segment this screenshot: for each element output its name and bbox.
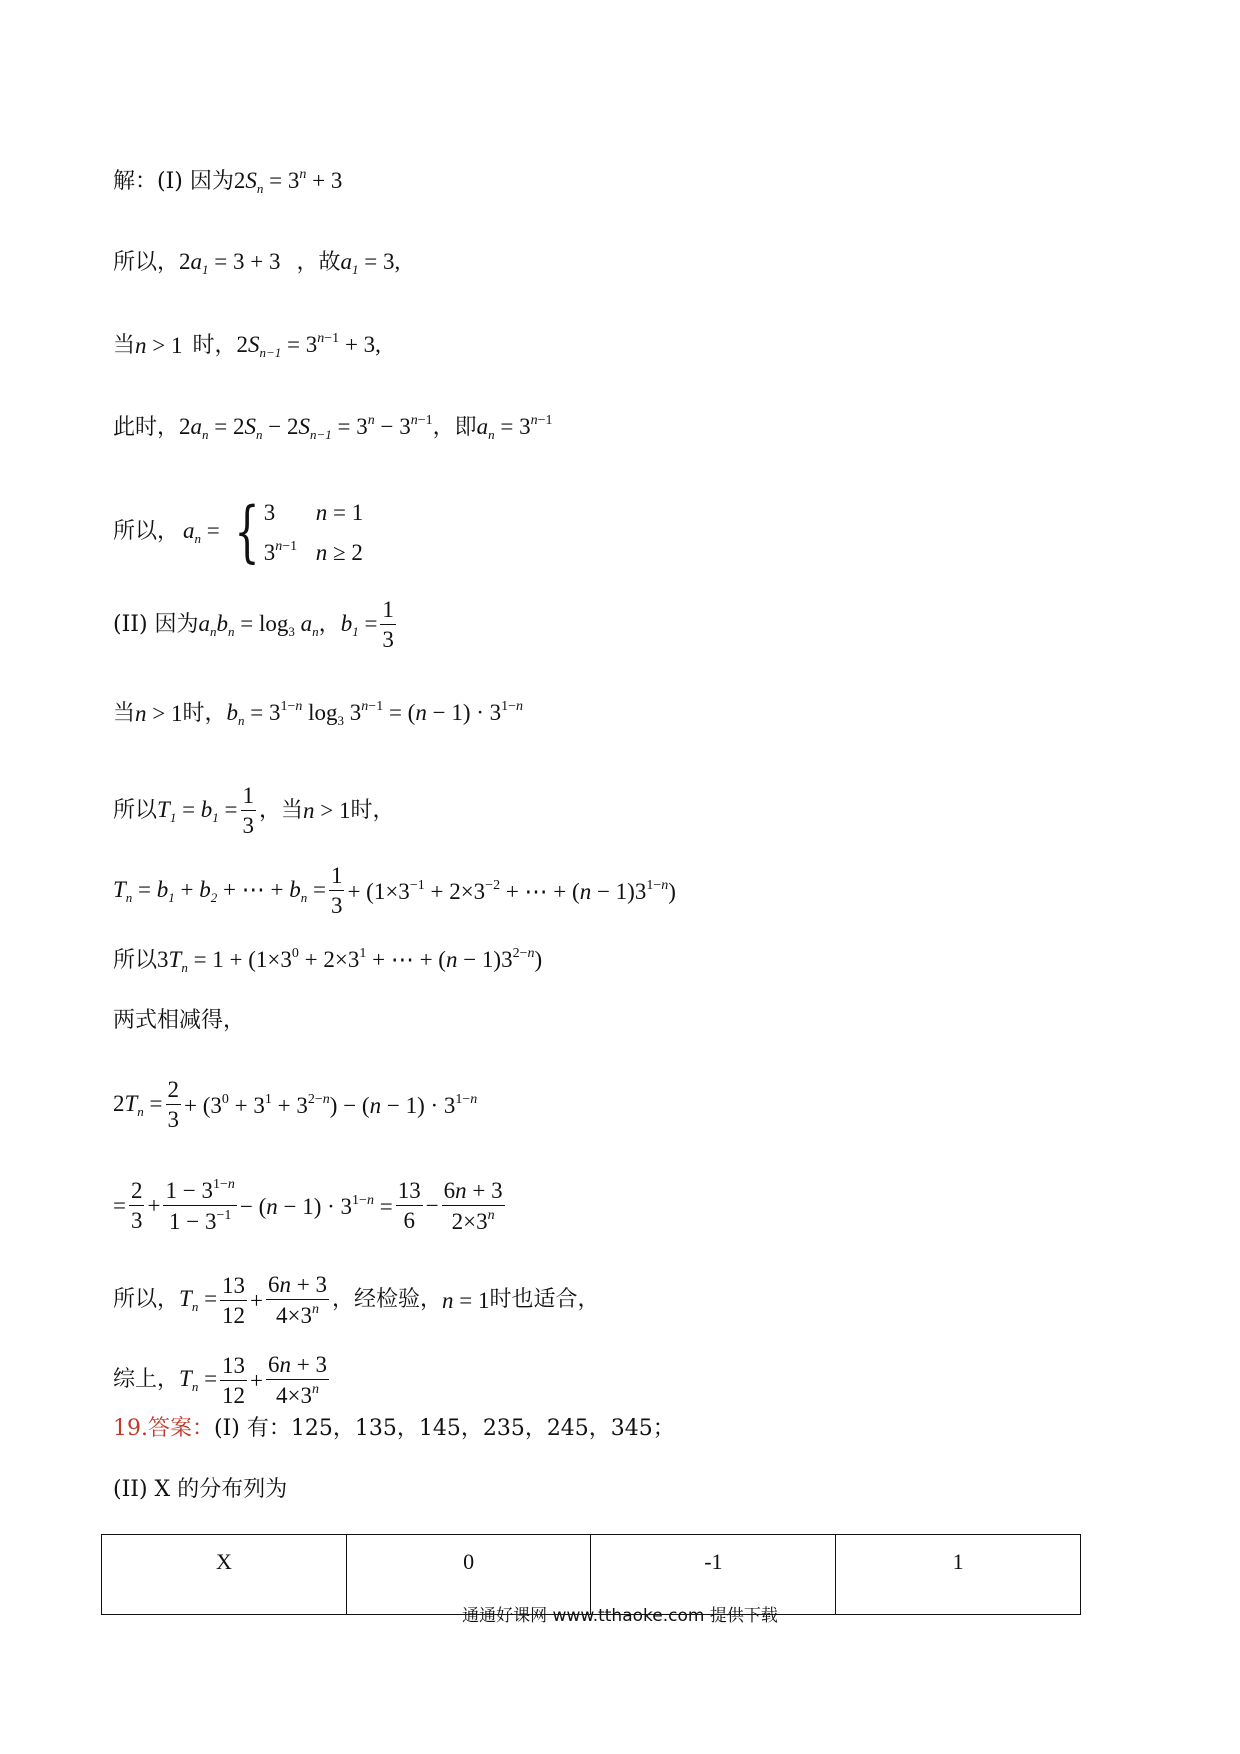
line-3-text: 当: [113, 332, 136, 358]
fraction-2-3b: $\frac{2}{3}$: [130, 1178, 143, 1234]
line-5: [113, 492, 363, 572]
fraction-13-6: $\frac{13}{6}$: [397, 1178, 421, 1234]
formula-tn-summary: $T_n$ =: [179, 1366, 218, 1395]
dist-title: [113, 1479, 287, 1501]
line-11-text: 两式相减得，: [113, 1008, 246, 1033]
fraction-1-3: $\frac{1}{3}$: [382, 597, 394, 653]
line-14-mid: ，经检验，: [332, 1287, 443, 1313]
line-8-mid: ，当: [259, 797, 304, 823]
line-14-text: 所以，: [113, 1287, 180, 1313]
line-8: [113, 783, 395, 839]
formula-bn: $b_n = 3^{1-n}$ $\log_3 3^{n-1} = (n - 1) \cdot 3^{1-n}$: [226, 699, 524, 728]
fraction-geom: $\frac{1 - 3^{1-n}}{1 - 3^{-1}}$: [165, 1177, 235, 1235]
line-7-text: 当: [113, 700, 136, 726]
fraction-13-12: $\frac{13}{12}$: [222, 1272, 246, 1328]
plus-sign: +: [147, 1193, 161, 1219]
line-4-mid: ，即: [432, 414, 477, 440]
fraction-1-3b: $\frac{1}{3}$: [242, 783, 255, 839]
fraction-6n3-4x3n-b: $\frac{6n + 3}{4\times 3^n}$: [268, 1352, 328, 1409]
footer-watermark: 通通好课网 www.tthaoke.com 提供下载: [462, 1606, 778, 1626]
line-8-suffix: 时，: [350, 797, 395, 823]
line-3-mid: 时，: [192, 332, 237, 358]
formula-tn-sum: $T_n = b_1 + b_2$ + ⋯ + $b_n$ =: [113, 876, 326, 905]
plus-sign-3: +: [250, 1367, 264, 1393]
formula-tn-series: + ($1\times 3^{-1} + 2\times 3^{-2}$ + ⋯ + $(n - 1)3^{1-n}$): [347, 877, 676, 904]
formula-3tn: $3T_n = 1 + (1\times 3^0 + 2\times 3^1$ + ⋯ + $(n - 1)3^{2-n}$): [157, 946, 543, 975]
cases-block: { 3 n = 1 $3^{n-1}$ n ≥ 2: [234, 493, 364, 570]
answer-line: [113, 1418, 675, 1440]
formula-2tn: $2T_n$ =: [113, 1090, 163, 1119]
formula-an: $a_n = 3^{n-1}$: [476, 413, 553, 442]
line-2: [113, 250, 400, 276]
formula-2sn-1: $2S_{n-1} = 3^{n-1} + 3$,: [236, 331, 381, 360]
formula-eq: =: [113, 1193, 126, 1219]
line-6-text: (II) 因为: [113, 611, 199, 637]
formula-2a1: $2a_1 = 3 + 3$: [179, 249, 281, 277]
formula-n-eq-1: n = 1: [442, 1287, 490, 1313]
formula-a1: $a_1 = 3$,: [340, 249, 401, 277]
formula-an-cases: $a_n$ =: [183, 518, 220, 546]
fraction-6n3-4x3n: $\frac{6n + 3}{4\times 3^n}$: [268, 1272, 328, 1329]
line-13: [113, 1177, 508, 1235]
answer-label: 19.答案：: [113, 1416, 214, 1441]
line-10: [113, 947, 542, 974]
fraction-13-12b: $\frac{13}{12}$: [222, 1352, 246, 1408]
fraction-6n3-2x3n: $\frac{6n + 3}{2\times 3^n}$: [443, 1177, 503, 1234]
plus-sign-2: +: [250, 1287, 264, 1313]
line-15: [113, 1352, 332, 1409]
line-2-text: 所以，: [113, 250, 180, 275]
table-cell: X: [102, 1535, 347, 1615]
table-cell: -1: [591, 1535, 836, 1615]
formula-13-mid: − $(n - 1) \cdot 3^{1-n}$ =: [239, 1192, 393, 1219]
line-1: [113, 168, 342, 195]
line-6-mid: ，: [318, 611, 341, 637]
minus-sign: −: [425, 1193, 439, 1219]
line-7: [113, 700, 523, 727]
line-11: [113, 1010, 245, 1032]
line-10-text: 所以: [113, 947, 158, 973]
formula-n-gt-1: n > 1: [135, 333, 183, 358]
formula-n-gt-1c: n > 1: [303, 798, 351, 824]
line-9: [113, 863, 676, 919]
formula-n-gt-1b: n > 1: [135, 701, 183, 726]
line-14: [113, 1272, 600, 1329]
fraction-2-3: $\frac{2}{3}$: [167, 1077, 180, 1133]
line-12: [113, 1077, 477, 1133]
table-cell: 0: [346, 1535, 591, 1615]
line-8-text: 所以: [113, 797, 158, 823]
line-7-mid: 时，: [182, 700, 227, 726]
fraction-1-3c: $\frac{1}{3}$: [330, 863, 343, 919]
table-cell: 1: [836, 1535, 1081, 1615]
line-4-text: 此时，: [113, 414, 180, 440]
line-3: [113, 332, 381, 359]
formula-anbn: $a_nb_n = \log_3 a_n$: [198, 610, 319, 639]
formula-2sn: $2S_n = 3^n + 3$: [233, 167, 343, 196]
formula-b1: $b_1$ =: [340, 610, 378, 639]
line-5-text: 所以，: [113, 519, 180, 544]
line-2-mid: ，故: [296, 250, 341, 275]
line-1-text: 解：(I) 因为: [113, 168, 234, 194]
line-14-suffix: 时也适合，: [489, 1287, 600, 1313]
formula-t1: $T_1 = b_1$ =: [157, 796, 238, 825]
formula-2tn-rest: + $(3^0 + 3^1 + 3^{2-n}) - (n - 1) \cdot 3^{1-n}$: [184, 1091, 478, 1118]
formula-2an: $2a_n = 2S_n - 2S_{n-1} = 3^n - 3^{n-1}$: [179, 413, 433, 442]
formula-tn-final: $T_n$ =: [179, 1286, 218, 1315]
dist-title-text: (II) X 的分布列为: [113, 1477, 288, 1502]
brace-symbol: {: [234, 493, 260, 570]
line-15-text: 综上，: [113, 1367, 180, 1393]
answer-text: (I) 有：125，135，145，235，245，345；: [214, 1416, 675, 1441]
line-4: [113, 414, 553, 441]
line-6: [113, 597, 399, 653]
